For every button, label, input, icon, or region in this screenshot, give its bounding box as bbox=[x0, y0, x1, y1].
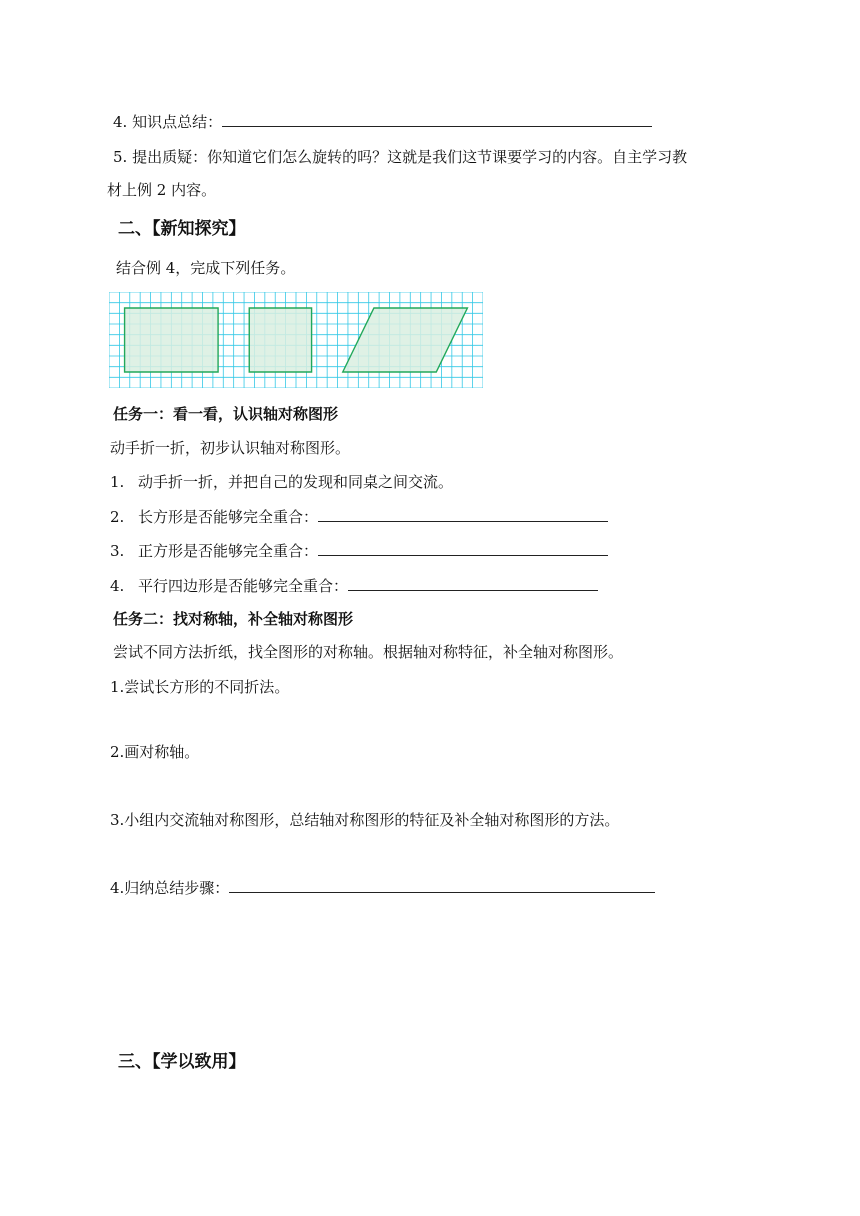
item-number: 3. bbox=[110, 542, 125, 560]
task2-step-1: 1.尝试长方形的不同折法。 bbox=[110, 678, 290, 696]
task1-title: 任务一：看一看，认识轴对称图形 bbox=[113, 405, 339, 423]
item4-label: 4. 知识点总结： bbox=[113, 113, 223, 131]
item-number: 2. bbox=[110, 508, 125, 526]
item-text: 平行四边形是否能够完全重合： bbox=[138, 577, 349, 595]
task1-desc: 动手折一折，初步认识轴对称图形。 bbox=[110, 439, 351, 457]
step4-label: 4.归纳总结步骤： bbox=[110, 879, 230, 897]
parallelogram-shape bbox=[343, 308, 468, 372]
task2-step-2: 2.画对称轴。 bbox=[110, 743, 200, 761]
square-shape bbox=[249, 308, 311, 372]
preview-item-4 bbox=[113, 112, 652, 132]
task2-desc: 尝试不同方法折纸，找全图形的对称轴。根据轴对称特征，补全轴对称图形。 bbox=[113, 643, 624, 661]
rectangle-shape bbox=[125, 308, 219, 372]
task2-title: 任务二：找对称轴，补全轴对称图形 bbox=[113, 610, 354, 628]
preview-item-5-line2: 材上例 2 内容。 bbox=[107, 181, 217, 199]
step4-answer-blank[interactable] bbox=[229, 878, 655, 893]
square-answer-blank[interactable] bbox=[318, 541, 608, 556]
grid-figure bbox=[109, 292, 483, 388]
task1-item-4 bbox=[110, 576, 598, 596]
item-text: 动手折一折，并把自己的发现和同桌之间交流。 bbox=[138, 473, 454, 491]
rectangle-answer-blank[interactable] bbox=[318, 507, 608, 522]
task1-item-2 bbox=[110, 507, 608, 527]
section3-heading: 三、【学以致用】 bbox=[118, 1052, 246, 1072]
item-text: 正方形是否能够完全重合： bbox=[138, 542, 319, 560]
task2-step-3: 3.小组内交流轴对称图形，总结轴对称图形的特征及补全轴对称图形的方法。 bbox=[110, 811, 620, 829]
item-number: 1. bbox=[110, 473, 125, 491]
section2-heading: 二、【新知探究】 bbox=[118, 219, 246, 239]
item-number: 4. bbox=[110, 577, 125, 595]
item4-answer-blank[interactable] bbox=[222, 112, 652, 127]
section2-intro: 结合例 4，完成下列任务。 bbox=[116, 259, 296, 277]
parallelogram-answer-blank[interactable] bbox=[348, 576, 598, 591]
task1-item-1 bbox=[110, 472, 453, 492]
item-text: 长方形是否能够完全重合： bbox=[138, 508, 319, 526]
preview-item-5-line1: 5. 提出质疑：你知道它们怎么旋转的吗？这就是我们这节课要学习的内容。自主学习教 bbox=[113, 148, 688, 166]
task1-item-3 bbox=[110, 541, 608, 561]
task2-step-4 bbox=[110, 878, 655, 898]
